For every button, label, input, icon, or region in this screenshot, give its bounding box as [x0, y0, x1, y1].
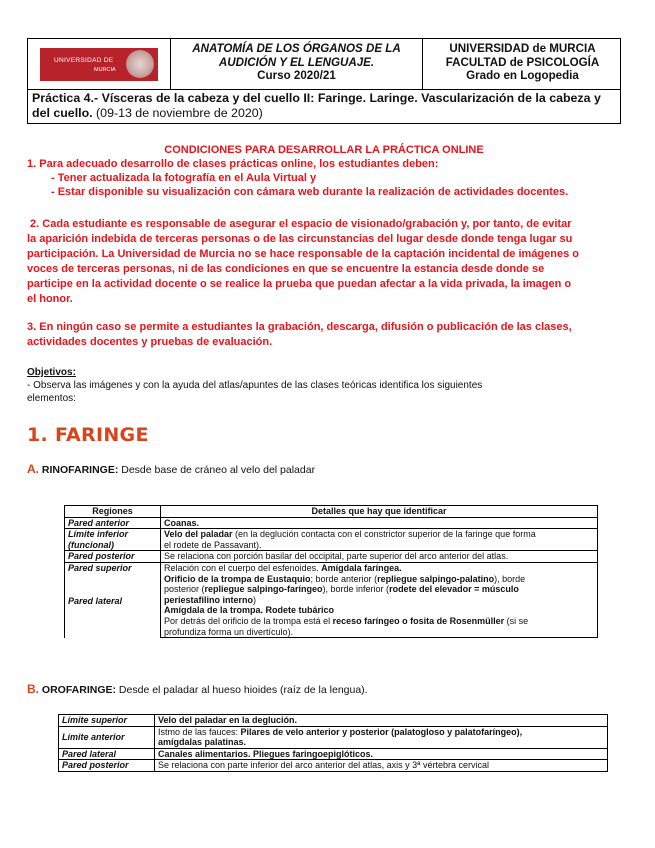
detail-bold: repliegue salpingo-faríngeo — [204, 584, 323, 595]
detail-text: Por detrás del orificio de la trompa está el — [164, 615, 333, 626]
university-logo — [40, 48, 158, 81]
institution-info — [423, 42, 622, 83]
region-line: Límite inferior — [68, 529, 129, 540]
conditions-title: CONDICIONES PARA DESARROLLAR LA PRÁCTICA ONLINE — [164, 144, 484, 156]
subsection-a-desc: Desde base de cráneo al velo del paladar — [118, 464, 316, 476]
section-title: 1. FARINGE — [27, 424, 149, 446]
detail-bold: Amígdala faríngea. — [321, 562, 402, 573]
condition-2-line: participe en la actividad docente o se realice la prueba que puedan afectar a la vida privada, la imagen o — [27, 278, 572, 290]
course-title: ANATOMÍA DE LOS ÓRGANOS DE LA AUDICIÓN Y EL LENGUAJE. — [192, 42, 401, 69]
table-cell-region — [65, 562, 161, 637]
seal-icon — [126, 50, 154, 78]
table-row — [59, 715, 608, 727]
table-row — [59, 748, 608, 760]
table-cell-detail — [161, 529, 598, 551]
table-cell-region: Límite superior — [59, 715, 155, 727]
region-line: Pared lateral — [68, 595, 123, 606]
table-row — [65, 529, 598, 551]
detail-text: ), borde — [494, 573, 526, 584]
practica-title: Práctica 4.- Vísceras de la cabeza y del cuello II: Faringe. Laringe. Vascularización de la cabeza y del cuello. — [32, 91, 601, 120]
table-row — [59, 726, 608, 748]
detail-text: posterior ( — [164, 584, 205, 595]
subsection-b-name: OROFARINGE: — [41, 684, 117, 696]
header-box — [27, 38, 621, 124]
table-row — [65, 506, 598, 518]
table-row — [65, 562, 598, 637]
region-line: Pared superior — [68, 562, 132, 573]
subsection-b-letter: B. — [27, 682, 39, 696]
logo-text-murcia: MURCIA — [94, 67, 116, 73]
condition-2-line: 2. Cada estudiante es responsable de asegurar el espacio de visionado/grabación y, por tanto, de evitar — [27, 218, 572, 230]
logo-text: UNIVERSIDAD DE — [54, 57, 114, 64]
detail-text: Istmo de las fauces: — [158, 726, 241, 737]
detail-text: ; borde anterior ( — [310, 573, 378, 584]
table-cell-region: Pared posterior — [65, 551, 161, 563]
degree-name: Grado en Logopedia — [466, 69, 579, 82]
subsection-a-letter: A. — [27, 462, 39, 476]
detail-bold: Orificio de la trompa de Eustaquio — [164, 573, 311, 584]
condition-3-line: actividades docentes y pruebas de evaluación. — [27, 336, 273, 348]
condition-1-item-b: - Estar disponible su visualización con cámara web durante la realización de actividades docentes. — [51, 186, 569, 198]
condition-1-item-a: - Tener actualizada la fotografía en el Aula Virtual y — [51, 172, 317, 184]
table-row — [59, 760, 608, 772]
subsection-a-name: RINOFARINGE: — [41, 464, 119, 476]
detail-bold: amígdalas palatinas. — [158, 737, 247, 748]
objectives-text: elementos: — [27, 393, 76, 404]
rinofaringe-table — [64, 505, 598, 638]
table-cell-region: Límite anterior — [59, 726, 155, 748]
detail-bold: Velo del paladar — [164, 529, 233, 540]
table-cell-detail — [155, 726, 608, 748]
detail-text: Relación con el cuerpo del esfenoides. — [164, 562, 322, 573]
university-name: UNIVERSIDAD de MURCIA — [449, 42, 596, 55]
table-header-regiones: Regiones — [65, 506, 161, 518]
subsection-a — [27, 462, 315, 476]
detail-bold: Pilares de velo anterior y posterior (palatogloso y palatofaríngeo), — [240, 726, 523, 737]
subsection-b-desc: Desde el paladar al hueso hioides (raíz de la lengua). — [116, 684, 368, 696]
condition-2-line: participación. La Universidad de Murcia no se hace responsable de la captación incidental de imágenes o — [27, 248, 580, 260]
objectives-heading: Objetivos: — [27, 367, 76, 378]
detail-text: ) — [253, 594, 257, 605]
table-row — [65, 551, 598, 563]
subsection-b — [27, 682, 368, 696]
detail-text: (si se — [504, 615, 529, 626]
practica-dates: (09-13 de noviembre de 2020) — [96, 106, 263, 120]
detail-bold: periestafilino interno — [164, 594, 254, 605]
orofaringe-table — [58, 714, 608, 772]
table-cell-detail — [161, 562, 598, 637]
condition-3-line: 3. En ningún caso se permite a estudiantes la grabación, descarga, difusión o publicación de las clases, — [27, 321, 572, 333]
detail-bold: repliegue salpingo-palatino — [377, 573, 495, 584]
detail-text: profundiza forma un divertículo). — [164, 626, 294, 637]
table-cell-detail: Canales alimentarios. Pliegues faringoepiglóticos. — [155, 748, 608, 760]
table-cell-region: Pared anterior — [65, 517, 161, 529]
objectives-text: - Observa las imágenes y con la ayuda del atlas/apuntes de las clases teóricas identifica los siguientes — [27, 380, 483, 391]
condition-2-line: el honor. — [27, 293, 73, 305]
table-row — [65, 517, 598, 529]
region-line: (funcional) — [68, 539, 114, 550]
table-cell-detail: Velo del paladar en la deglución. — [155, 715, 608, 727]
table-cell-detail: Se relaciona con porción basilar del occipital, parte superior del arco anterior del atlas. — [161, 551, 598, 563]
detail-text: (en la deglución contacta con el constrictor superior de la faringe que forma — [232, 529, 536, 540]
condition-2-line: la aparición indebida de terceras personas o de las circunstancias del lugar desde donde tenga lugar su — [27, 233, 573, 245]
table-cell-region: Pared posterior — [59, 760, 155, 772]
detail-text: el rodete de Passavant). — [164, 539, 262, 550]
table-cell-detail: Se relaciona con parte inferior del arco anterior del atlas, axis y 3ª vértebra cervical — [155, 760, 608, 772]
detail-text: ), borde inferior ( — [322, 584, 390, 595]
condition-2-line: voces de terceras personas, ni de las condiciones en que se encuentre la estancia desde donde se — [27, 263, 545, 275]
table-cell-region — [65, 529, 161, 551]
detail-bold: Amígdala de la trompa. Rodete tubárico — [164, 605, 335, 616]
faculty-name: FACULTAD de PSICOLOGÍA — [445, 55, 600, 69]
table-header-detalles: Detalles que hay que identificar — [161, 506, 598, 518]
table-cell-region: Pared lateral — [59, 748, 155, 760]
condition-1-intro: 1. Para adecuado desarrollo de clases prácticas online, los estudiantes deben: — [27, 158, 439, 170]
detail-bold: rodete del elevador = músculo — [389, 584, 519, 595]
course-year: Curso 2020/21 — [257, 69, 336, 82]
practica-heading — [32, 91, 618, 121]
detail-bold: receso faríngeo o fosita de Rosenmüller — [332, 615, 505, 626]
table-cell-detail: Coanas. — [161, 517, 598, 529]
course-info — [171, 42, 422, 83]
